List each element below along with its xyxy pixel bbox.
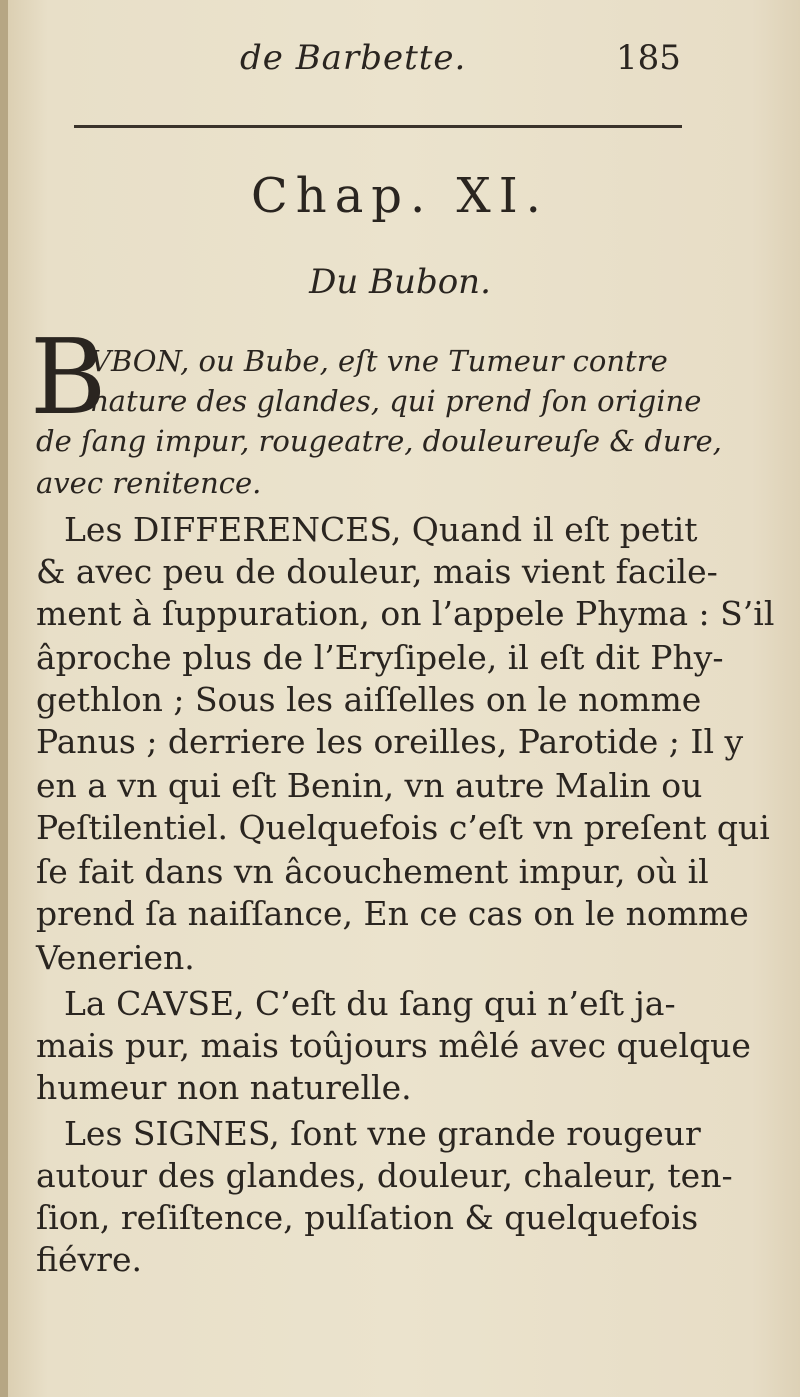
- differences-line: âproche plus de l’Eryſipele, il eſt dit Phy-: [36, 638, 724, 677]
- intro-line: nature des glandes, qui prend ſon origine: [90, 384, 702, 418]
- chapter-title: Du Bubon.: [309, 262, 491, 302]
- running-head: [0, 38, 800, 88]
- cause-line: La CAVSE, C’eſt du ſang qui n’eſt ja-: [64, 984, 676, 1023]
- differences-line: prend ſa naiſſance, En ce cas on le nomme: [36, 894, 749, 933]
- cause-line: humeur non naturelle.: [36, 1068, 412, 1107]
- intro-line: avec renitence.: [36, 466, 262, 500]
- differences-line: en a vn qui eſt Benin, vn autre Malin ou: [36, 766, 703, 805]
- header-rule: [74, 125, 682, 128]
- running-head-title: de Barbette.: [240, 38, 467, 78]
- intro-line: de ſang impur, rougeatre, douleureuſe & dure,: [36, 424, 722, 458]
- signs-line: fiévre.: [36, 1240, 142, 1279]
- differences-line: ſe fait dans vn âcouchement impur, où il: [36, 852, 709, 891]
- page-number: 185: [616, 38, 681, 78]
- differences-line: & avec peu de douleur, mais vient facile-: [36, 552, 718, 591]
- differences-line: Venerien.: [36, 938, 195, 977]
- differences-line: gethlon ; Sous les aiſſelles on le nomme: [36, 680, 702, 719]
- signs-line: ſion, reſiſtence, pulſation & quelquefois: [36, 1198, 699, 1237]
- signs-line: Les SIGNES, ſont vne grande rougeur: [64, 1114, 701, 1153]
- intro-line: VBON, ou Bube, eſt vne Tumeur contre: [90, 344, 668, 378]
- drop-cap: B: [30, 316, 107, 438]
- differences-line: ment à ſuppuration, on l’appele Phyma : S’il: [36, 594, 775, 633]
- differences-line: Les DIFFERENCES, Quand il eſt petit: [64, 510, 698, 549]
- differences-line: Panus ; derriere les oreilles, Parotide ; Il y: [36, 722, 744, 761]
- signs-line: autour des glandes, douleur, chaleur, ten-: [36, 1156, 733, 1195]
- chapter-heading: Chap. XI.: [251, 168, 549, 224]
- cause-line: mais pur, mais toûjours mêlé avec quelque: [36, 1026, 751, 1065]
- differences-line: Peſtilentiel. Quelquefois c’eſt vn preſent qui: [36, 808, 770, 847]
